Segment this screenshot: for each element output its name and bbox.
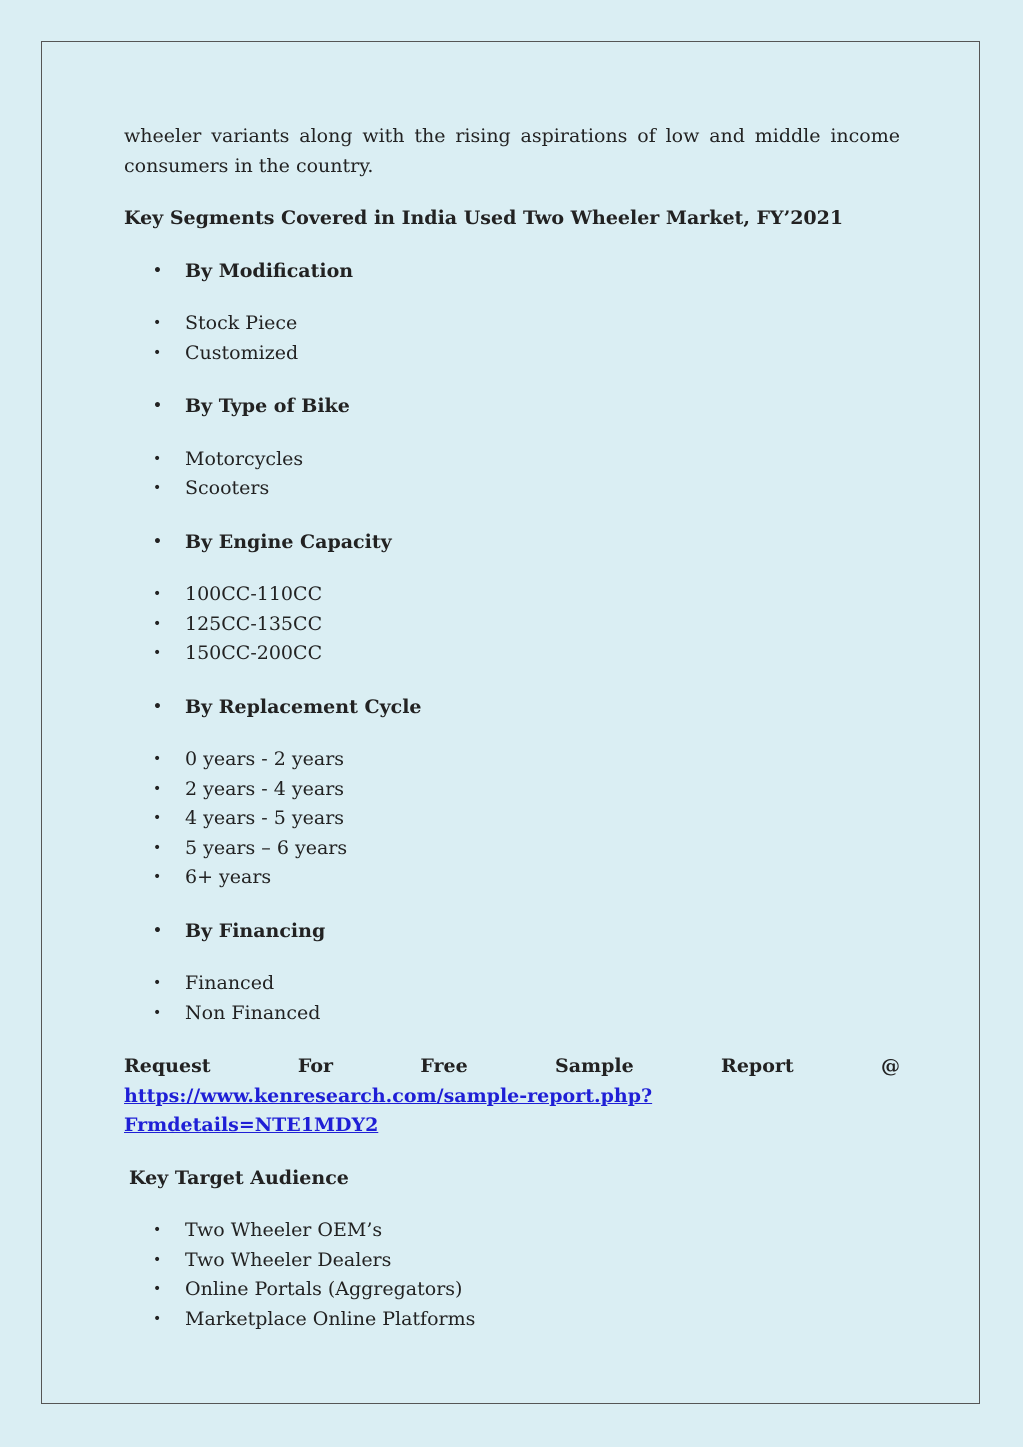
bullet-icon: • (153, 533, 162, 550)
bullet-icon: • (153, 450, 162, 467)
list-item: • 0 years - 2 years (124, 745, 900, 775)
bullet-icon: • (153, 645, 162, 661)
request-label: Request For Free Sample Report @ (124, 1055, 900, 1077)
intro-paragraph: wheeler variants along with the rising aspirations of low and middle income consumers in the country. (124, 125, 900, 177)
list-item: • 4 years - 5 years (124, 804, 900, 834)
segment-items-list (124, 309, 900, 368)
bullet-icon: • (153, 586, 162, 602)
list-item: • 125CC-135CC (124, 610, 900, 640)
bullet-icon: • (153, 922, 162, 939)
bullet-icon: • (153, 751, 162, 767)
list-item: • Financed (124, 969, 900, 999)
bullet-icon: • (153, 615, 162, 632)
bullet-icon: • (153, 869, 162, 885)
bullet-icon: • (153, 480, 162, 496)
bullet-icon: • (153, 344, 162, 361)
segment-items-list (124, 745, 900, 893)
segment-title-list (124, 693, 900, 723)
segment-title-list (124, 917, 900, 947)
bullet-icon: • (153, 975, 162, 991)
segment-title-list (124, 392, 900, 422)
list-item: • Two Wheeler OEM’s (124, 1216, 900, 1246)
list-item: • Online Portals (Aggregators) (124, 1275, 900, 1305)
bullet-icon: • (153, 1004, 162, 1021)
segment-title: • By Financing (124, 917, 900, 947)
segment-title-list (124, 257, 900, 287)
segments-heading: Key Segments Covered in India Used Two Wheeler Market, FY’2021 (124, 207, 844, 229)
segment-title: • By Modification (124, 257, 900, 287)
bullet-icon: • (153, 839, 162, 856)
bullet-icon: • (153, 315, 162, 331)
list-item: • Customized (124, 339, 900, 369)
segment-items-list (124, 969, 900, 1028)
segment-title-list (124, 528, 900, 558)
document-content (124, 122, 900, 1334)
sample-report-request (124, 1052, 900, 1141)
segment-title: • By Replacement Cycle (124, 693, 900, 723)
bullet-icon: • (153, 262, 162, 279)
bullet-icon: • (153, 398, 162, 414)
list-item: • Scooters (124, 474, 900, 504)
list-item: • 150CC-200CC (124, 639, 900, 669)
segment-items-list (124, 580, 900, 669)
bullet-icon: • (153, 810, 162, 826)
list-item: • Stock Piece (124, 309, 900, 339)
bullet-icon: • (153, 1251, 162, 1268)
segment-items-list (124, 445, 900, 504)
list-item: • 100CC-110CC (124, 580, 900, 610)
audience-heading: Key Target Audience (129, 1166, 349, 1189)
bullet-icon: • (153, 698, 162, 715)
segment-title: • By Engine Capacity (124, 528, 900, 558)
list-item: • 5 years – 6 years (124, 834, 900, 864)
list-item: • Marketplace Online Platforms (124, 1305, 900, 1335)
list-item: • Motorcycles (124, 445, 900, 475)
bullet-icon: • (153, 780, 162, 797)
list-item: • Two Wheeler Dealers (124, 1246, 900, 1276)
segment-title: • By Type of Bike (124, 392, 900, 422)
bullet-icon: • (153, 1310, 162, 1327)
list-item: • 2 years - 4 years (124, 775, 900, 805)
list-item: • Non Financed (124, 999, 900, 1029)
bullet-icon: • (153, 1281, 162, 1297)
audience-list (124, 1216, 900, 1334)
bullet-icon: • (153, 1222, 162, 1238)
sample-report-link[interactable]: https://www.kenresearch.com/sample-report.php?Frmdetails=NTE1MDY2 (124, 1084, 653, 1136)
list-item: • 6+ years (124, 863, 900, 893)
